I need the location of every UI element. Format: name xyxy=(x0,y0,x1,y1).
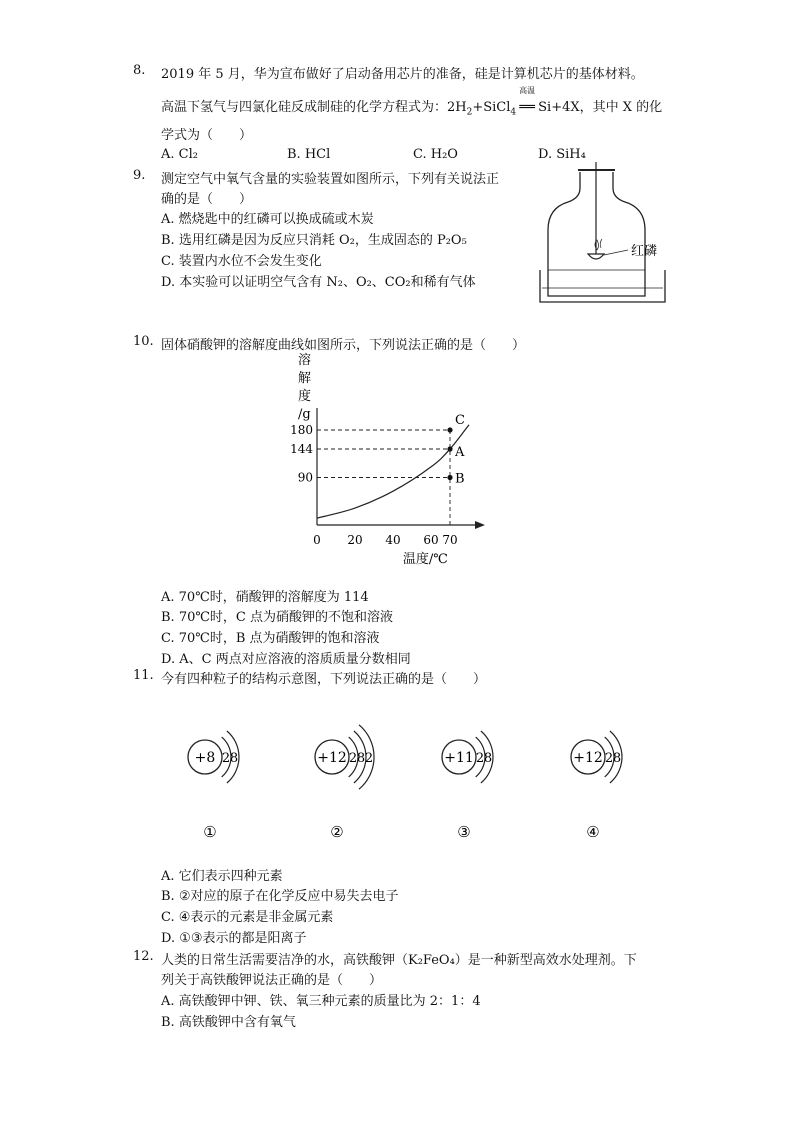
shell-electron-count: 8 xyxy=(356,751,366,766)
diagram-label: ③ xyxy=(457,823,471,841)
option-a[interactable]: A. 高铁酸钾中钾、铁、氧三种元素的质量比为 2：1：4 xyxy=(161,994,481,1009)
point-b xyxy=(447,475,452,480)
point-label-b: B xyxy=(455,471,465,487)
x-tick-label: 60 xyxy=(423,533,439,547)
diagram-label: ④ xyxy=(586,823,600,841)
atom-diagrams xyxy=(170,705,640,845)
point-a xyxy=(447,446,452,451)
diagram-label: ① xyxy=(203,823,217,841)
question-stem-line: 学式为（ ） xyxy=(161,128,253,143)
question-stem-line: 列关于高铁酸钾说法正确的是（ ） xyxy=(161,973,383,988)
option-b[interactable]: B. 70℃时，C 点为硝酸钾的不饱和溶液 xyxy=(161,610,393,625)
y-tick-label: 180 xyxy=(290,423,313,437)
point-label-a: A xyxy=(455,445,465,460)
option-b[interactable]: B. ②对应的原子在化学反应中易失去电子 xyxy=(161,889,399,904)
y-axis-label-char: /g xyxy=(298,407,311,422)
shell-electron-count: 8 xyxy=(229,751,239,766)
solubility-curve xyxy=(317,425,469,518)
option-b[interactable]: B. 高铁酸钾中含有氧气 xyxy=(161,1015,296,1030)
option-d[interactable]: D. A、C 两点对应溶液的溶质质量分数相同 xyxy=(161,652,411,667)
nucleus-charge: +8 xyxy=(194,750,216,766)
equation-arrow: 高温 ══ xyxy=(516,100,538,115)
shell-electron-count: 2 xyxy=(604,751,614,766)
atom-diagram-2 xyxy=(315,725,374,841)
y-axis-label-char: 溶 xyxy=(298,353,312,368)
question-number: 8. xyxy=(133,63,146,78)
question-stem-line: 高温下氢气与四氯化硅反成制硅的化学方程式为：$2H_2+SiCl_4$ 高温 ══ Si+4X，其中 X 的化 xyxy=(161,86,663,118)
option-a[interactable]: A. 它们表示四种元素 xyxy=(161,869,283,884)
x-axis-label: 温度/℃ xyxy=(402,552,448,567)
option-c[interactable]: C. 装置内水位不会发生变化 xyxy=(161,254,322,269)
x-axis-arrow xyxy=(475,521,485,529)
nucleus-charge: +12 xyxy=(317,750,347,766)
point-label-c: C xyxy=(455,413,465,428)
nucleus-charge: +11 xyxy=(444,750,474,766)
shell-electron-count: 2 xyxy=(221,751,231,766)
question-stem-line: 人类的日常生活需要洁净的水，高铁酸钾（K₂FeO₄）是一种新型高效水处理剂。下 xyxy=(161,953,637,968)
question-stem-line: 2019 年 5 月，华为宣布做好了启动备用芯片的准备，硅是计算机芯片的基体材料。 xyxy=(161,67,644,82)
option-b[interactable]: B. 选用红磷是因为反应只消耗 O₂，生成固态的 P₂O₅ xyxy=(161,233,467,248)
red-phosphorus-label: 红磷 xyxy=(631,244,658,259)
option-b[interactable]: B. HCl xyxy=(287,147,331,162)
atom-diagram-4 xyxy=(571,731,622,841)
question-stem-line: 今有四种粒子的结构示意图，下列说法正确的是（ ） xyxy=(161,672,487,687)
point-c xyxy=(447,427,452,432)
option-d[interactable]: D. ①③表示的都是阳离子 xyxy=(161,931,307,946)
x-tick-label: 40 xyxy=(385,533,401,547)
apparatus-figure xyxy=(530,160,680,310)
diagram-label: ② xyxy=(330,823,344,841)
option-c[interactable]: C. H₂O xyxy=(413,147,458,162)
x-tick-label: 70 xyxy=(442,533,458,547)
option-a[interactable]: A. 燃烧匙中的红磷可以换成硫或木炭 xyxy=(161,212,374,227)
y-tick-label: 144 xyxy=(290,442,313,456)
shell-electron-count: 2 xyxy=(348,751,358,766)
shell-electron-count: 2 xyxy=(475,751,485,766)
question-stem-line: 确的是（ ） xyxy=(161,192,253,207)
solubility-chart xyxy=(285,350,515,570)
question-number: 12. xyxy=(133,949,154,964)
shell-electron-count: 8 xyxy=(483,751,493,766)
question-number: 10. xyxy=(133,334,154,349)
shell-electron-count: 8 xyxy=(612,751,622,766)
option-d[interactable]: D. 本实验可以证明空气含有 N₂、O₂、CO₂和稀有气体 xyxy=(161,275,476,290)
question-stem-line: 固体硝酸钾的溶解度曲线如图所示，下列说法正确的是（ ） xyxy=(161,338,526,353)
nucleus-charge: +12 xyxy=(573,750,603,766)
y-tick-label: 90 xyxy=(297,470,313,485)
question-stem-line: 测定空气中氧气含量的实验装置如图所示，下列有关说法正 xyxy=(161,172,500,187)
x-tick-label: 0 xyxy=(313,533,321,547)
question-number: 9. xyxy=(133,168,146,183)
x-tick-label: 20 xyxy=(347,533,363,547)
y-axis-label-char: 解 xyxy=(298,371,312,386)
atom-diagram-3 xyxy=(442,731,493,841)
reaction-condition: 高温 xyxy=(519,86,536,95)
option-a[interactable]: A. 70℃时，硝酸钾的溶解度为 114 xyxy=(161,590,369,605)
option-c[interactable]: C. ④表示的元素是非金属元素 xyxy=(161,910,334,925)
y-axis-label-char: 度 xyxy=(298,389,312,404)
atom-diagram-1 xyxy=(188,731,239,841)
shell-electron-count: 2 xyxy=(364,751,374,766)
question-number: 11. xyxy=(133,668,154,683)
option-c[interactable]: C. 70℃时，B 点为硝酸钾的饱和溶液 xyxy=(161,631,380,646)
option-a[interactable]: A. Cl₂ xyxy=(161,147,198,162)
option-d[interactable]: D. SiH₄ xyxy=(538,147,586,162)
